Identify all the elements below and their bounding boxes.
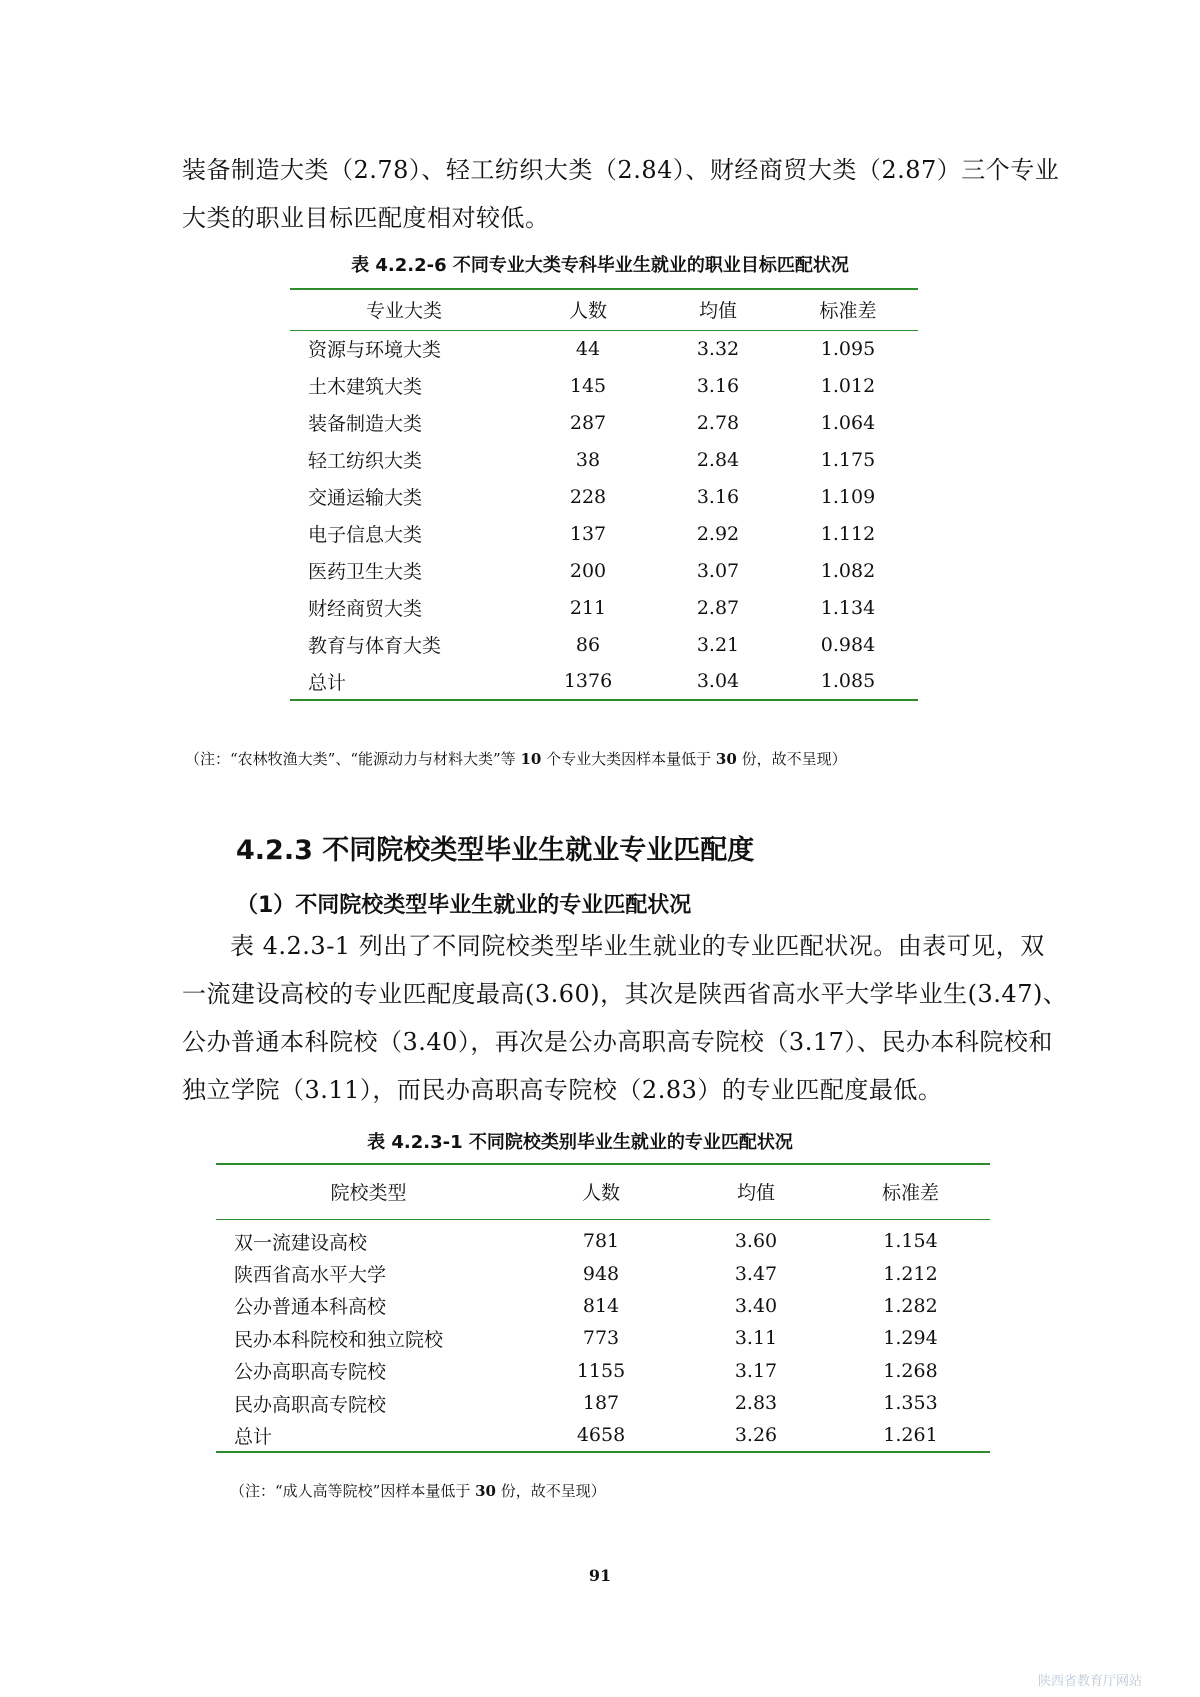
text-line: 表 4.2.3-1 列出了不同院校类型毕业生就业的专业匹配状况。由表可见，双 (230, 932, 1045, 960)
value-cell: 2.78 (696, 411, 740, 434)
value-cell: 2.92 (696, 522, 740, 545)
subsection-heading: （1）不同院校类型毕业生就业的专业匹配状况 (236, 893, 692, 918)
value-cell: 1.353 (883, 1392, 938, 1415)
note-number: 10 (520, 750, 542, 768)
value-cell: 1.212 (883, 1262, 938, 1285)
table1-header-category: 专业大类 (365, 300, 442, 323)
value-cell: 137 (569, 522, 607, 545)
table2-body (216, 1219, 990, 1452)
table2-header-type: 院校类型 (330, 1182, 407, 1205)
table-row (216, 1322, 990, 1354)
value-cell: 287 (569, 411, 607, 434)
value-cell: 1.175 (820, 448, 876, 471)
table1-header-row (290, 289, 918, 330)
value-cell: 3.26 (734, 1424, 778, 1447)
value-cell: 1376 (563, 670, 613, 692)
site-watermark: 陕西省教育厅网站 (1037, 1674, 1142, 1689)
value-cell: 773 (582, 1327, 620, 1350)
table-row (290, 626, 918, 663)
value-cell: 3.07 (696, 559, 740, 582)
table-row (290, 478, 918, 515)
value-cell: 1.112 (820, 522, 876, 545)
intro-paragraph (182, 146, 1060, 242)
table-row (290, 515, 918, 552)
table2-header-sd: 标准差 (881, 1182, 939, 1205)
value-cell: 44 (575, 337, 601, 360)
value-cell: 3.60 (734, 1230, 778, 1253)
row-label-cell: 民办本科院校和独立院校 (234, 1328, 444, 1351)
row-label-cell: 轻工纺织大类 (308, 450, 423, 472)
page-number: 91 (588, 1566, 612, 1585)
table-row (290, 552, 918, 589)
note-text: （注：“成人高等院校”因样本量低于 (230, 1482, 471, 1500)
table1-caption: 表 4.2.2-6 不同专业大类专科毕业生就业的职业目标匹配状况 (351, 255, 849, 276)
value-cell: 1.268 (883, 1359, 938, 1382)
value-cell: 1.261 (883, 1424, 938, 1447)
row-label-cell: 公办高职高专院校 (234, 1361, 387, 1384)
row-label-cell: 陕西省高水平大学 (234, 1264, 387, 1287)
table-row (290, 589, 918, 626)
table1-body (290, 330, 918, 700)
value-cell: 145 (569, 374, 607, 397)
value-cell: 228 (569, 485, 607, 508)
value-cell: 2.83 (734, 1392, 778, 1415)
table1-header-count: 人数 (568, 300, 607, 323)
value-cell: 3.16 (696, 374, 740, 397)
table1-header-mean: 均值 (698, 300, 737, 323)
table-row (216, 1419, 990, 1451)
value-cell: 1.282 (883, 1294, 938, 1317)
row-label-cell: 土木建筑大类 (308, 376, 423, 398)
table-row (216, 1290, 990, 1322)
value-cell: 3.04 (696, 670, 740, 692)
row-label-cell: 装备制造大类 (308, 413, 423, 435)
value-cell: 1155 (576, 1359, 626, 1382)
table1-header-sd: 标准差 (819, 300, 877, 323)
value-cell: 38 (575, 448, 601, 471)
row-label-cell: 财经商贸大类 (308, 598, 423, 620)
table1-note (185, 748, 847, 769)
table-row (290, 404, 918, 441)
text-line: 一流建设高校的专业匹配度最高(3.60)，其次是陕西省高水平大学毕业生(3.47)、 (182, 980, 1068, 1008)
row-label-cell: 公办普通本科高校 (234, 1296, 387, 1319)
value-cell: 781 (582, 1230, 620, 1253)
table2-header-mean: 均值 (736, 1182, 775, 1205)
value-cell: 211 (569, 596, 607, 619)
table-row (216, 1257, 990, 1289)
table-row (290, 367, 918, 404)
note-text: （注：“农林牧渔大类”、“能源动力与材料大类”等 (185, 750, 516, 768)
row-label-cell: 教育与体育大类 (308, 635, 442, 657)
value-cell: 1.154 (883, 1230, 938, 1253)
value-cell: 3.32 (696, 337, 740, 360)
value-cell: 3.21 (696, 633, 740, 656)
row-label-cell: 双一流建设高校 (234, 1231, 368, 1254)
table2 (216, 1163, 990, 1453)
row-label-cell: 资源与环境大类 (308, 339, 442, 362)
value-cell: 86 (575, 633, 601, 656)
row-label-cell: 总计 (308, 671, 347, 694)
value-cell: 2.87 (696, 596, 740, 619)
table2-header-count: 人数 (581, 1182, 620, 1205)
table-row (290, 663, 918, 700)
value-cell: 187 (582, 1392, 620, 1415)
value-cell: 3.47 (734, 1262, 778, 1285)
row-label-cell: 民办高职高专院校 (234, 1393, 387, 1416)
value-cell: 1.294 (883, 1327, 938, 1350)
value-cell: 3.17 (734, 1359, 778, 1382)
value-cell: 1.012 (820, 374, 876, 397)
row-label-cell: 交通运输大类 (308, 487, 423, 509)
value-cell: 1.064 (820, 411, 876, 434)
table-row (290, 441, 918, 478)
body-paragraph (182, 922, 1068, 1114)
value-cell: 3.16 (696, 485, 740, 508)
row-label-cell: 总计 (234, 1425, 273, 1448)
value-cell: 1.095 (820, 337, 876, 360)
value-cell: 1.082 (820, 559, 876, 582)
row-label-cell: 医药卫生大类 (308, 561, 423, 583)
value-cell: 2.84 (696, 448, 740, 471)
value-cell: 3.40 (734, 1294, 778, 1317)
section-heading: 4.2.3 不同院校类型毕业生就业专业匹配度 (236, 835, 755, 866)
note-text: 份，故不呈现） (500, 1482, 606, 1500)
table-row (216, 1219, 990, 1257)
value-cell: 200 (569, 559, 607, 582)
value-cell: 948 (582, 1262, 620, 1285)
text-line: 大类的职业目标匹配度相对较低。 (182, 204, 550, 232)
table-row (216, 1355, 990, 1387)
value-cell: 1.109 (820, 485, 876, 508)
table2-note (230, 1480, 606, 1501)
value-cell: 1.134 (820, 596, 876, 619)
note-number: 30 (475, 1482, 496, 1500)
text-line: 公办普通本科院校（3.40），再次是公办高职高专院校（3.17）、民办本科院校和 (182, 1028, 1053, 1056)
value-cell: 3.11 (734, 1327, 778, 1350)
table2-caption: 表 4.2.3-1 不同院校类别毕业生就业的专业匹配状况 (367, 1132, 793, 1153)
value-cell: 0.984 (820, 633, 876, 656)
table-row (216, 1387, 990, 1419)
table1 (290, 288, 918, 701)
table2-header-row (216, 1164, 990, 1219)
value-cell: 1.085 (820, 670, 876, 692)
row-label-cell: 电子信息大类 (308, 524, 423, 546)
table-row (290, 330, 918, 367)
text-line: 装备制造大类（2.78）、轻工纺织大类（2.84）、财经商贸大类（2.87）三个专业 (182, 156, 1060, 184)
note-text: 个专业大类因样本量低于 (546, 750, 712, 768)
note-text: 份，故不呈现） (741, 750, 847, 768)
text-line: 独立学院（3.11），而民办高职高专院校（2.83）的专业匹配度最低。 (182, 1076, 943, 1104)
value-cell: 814 (582, 1294, 620, 1317)
note-number: 30 (715, 750, 737, 768)
value-cell: 4658 (576, 1424, 626, 1447)
